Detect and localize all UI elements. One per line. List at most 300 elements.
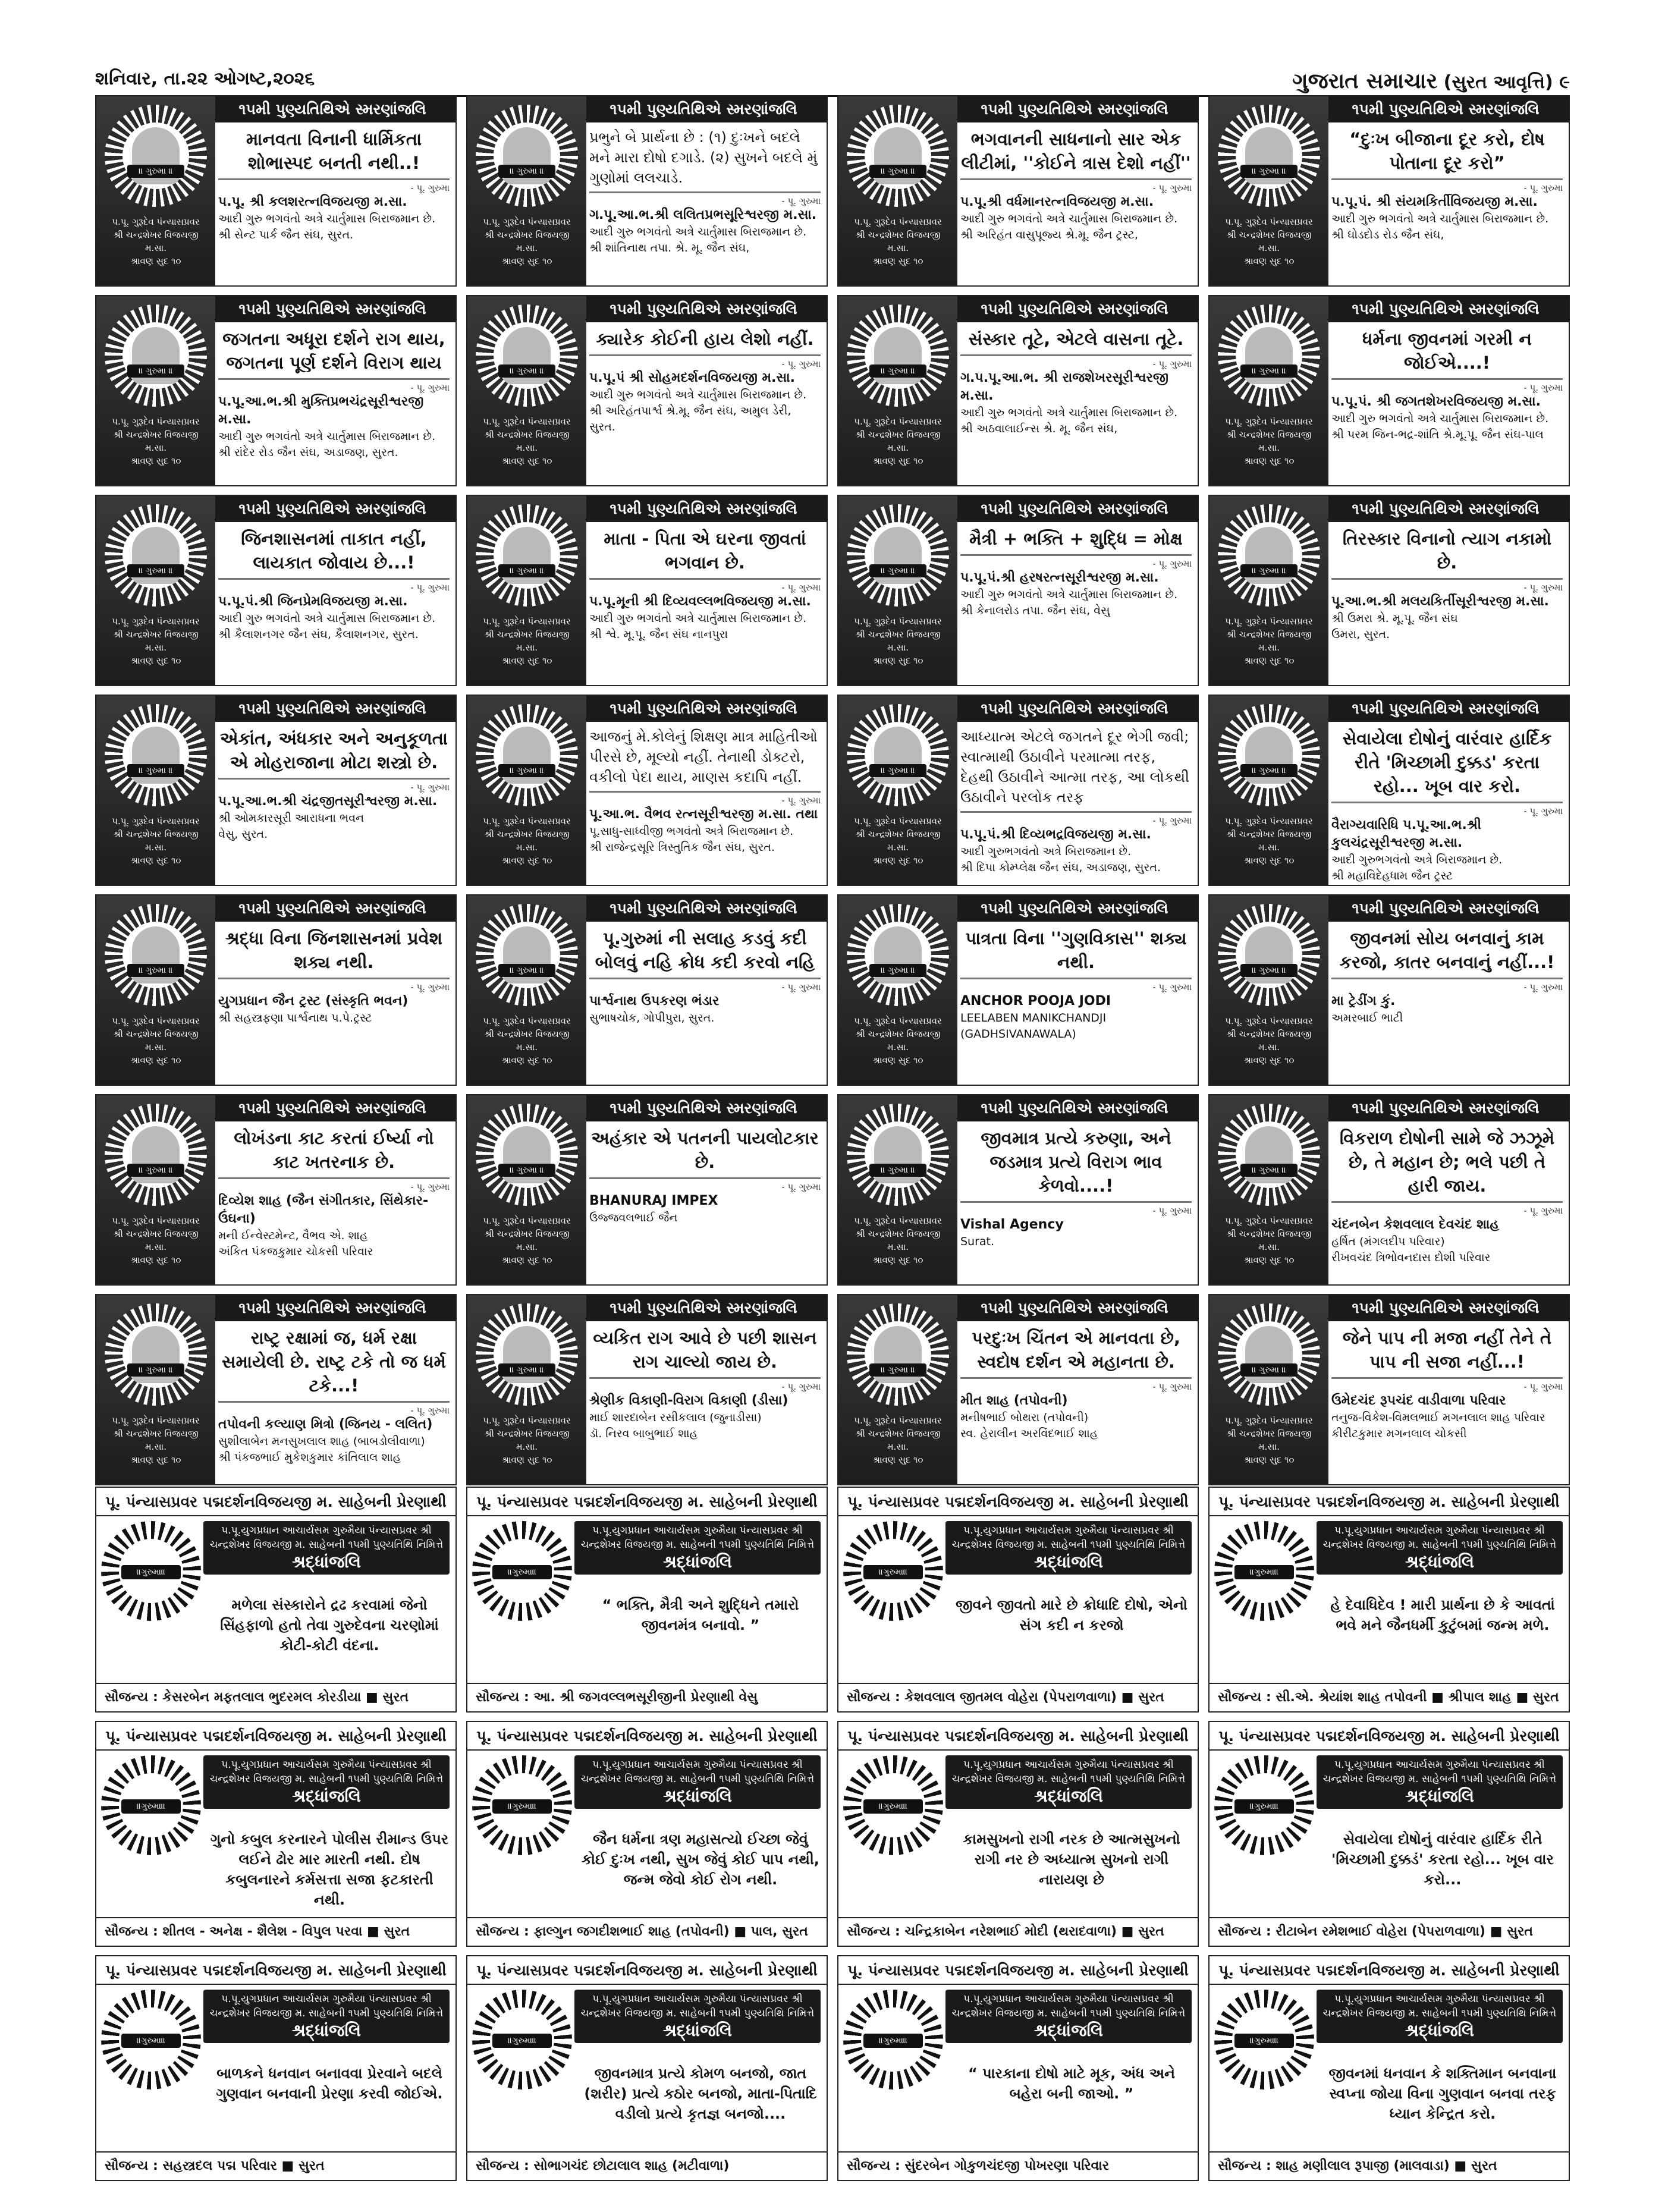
ad-body (960, 1126, 1192, 1278)
emblem-caption-line: શ્રી ચન્દ્રશેખર વિજયજી (113, 1228, 199, 1239)
emblem-caption-line: પ.પૂ. ગુરૂદેવ પંન્યાસપ્રવર (854, 1016, 942, 1026)
emblem-caption-line: મ.સા. (145, 842, 166, 853)
emblem-caption (101, 215, 211, 268)
ad-sponsor-line: પ.પૂ.શ્રી વર્ધમાનરત્નવિજયજી મ.સા. (960, 194, 1154, 209)
guru-emblem (467, 696, 586, 886)
ad-sponsor-line: શ્રી પંકજભાઈ મુકેશકુમાર કાંતિલાલ શાહ (218, 1451, 401, 1464)
ad-quote: પૂ.ગુરુમાં ની સલાહ કડવું કદી બોલવું નહિ ક્રોધ કદી કરવો નહિ (589, 926, 821, 979)
emblem-caption-line: શ્રી ચન્દ્રશેખર વિજયજી (855, 230, 941, 240)
emblem-caption (472, 1214, 582, 1267)
emblem-caption-line: શ્રાવણ સુદ ૧૦ (501, 256, 552, 266)
quote-attribution: - પૂ. ગુરુમા (781, 1381, 821, 1392)
ad-subheading-text: પ.પૂ.યુગપ્રધાન આચાર્યસમ ગુરુમૈયા પંન્યાસપ્રવર શ્રી ચન્દ્રશેખર વિજયજી મ. સાહેબની ૧૫મી પુણ્યતિથિ નિમિત્તે (951, 1993, 1186, 2019)
emblem-caption-line: પ.પૂ. ગુરૂદેવ પંન્યાસપ્રવર (854, 616, 942, 627)
emblem-caption-line: પ.પૂ. ગુરૂદેવ પંન્યાસપ્રવર (483, 1415, 571, 1426)
tribute-ad (466, 495, 828, 686)
ad-band-title: ૧૫મી પુણ્યતિથિએ સ્મરણાંજલિ (580, 696, 827, 722)
ad-heading: પૂ. પંન્યાસપ્રવર પદ્મદર્શનવિજયજી મ. સાહેબની પ્રેરણાથી (838, 1956, 1198, 1985)
emblem-caption-line: શ્રી ચન્દ્રશેખર વિજયજી (113, 230, 199, 240)
emblem-caption-line: શ્રાવણ સુદ ૧૦ (501, 655, 552, 666)
ad-body (960, 926, 1192, 1079)
quote-attribution: - પૂ. ગુરુમા (1523, 1205, 1563, 1216)
emblem-tag: ॥ ગુરુમા ॥ (869, 1164, 926, 1177)
tribute-ad (466, 695, 828, 886)
guru-emblem (467, 96, 586, 287)
tribute-ad (1208, 95, 1570, 287)
ad-body (218, 727, 450, 879)
ad-band-title: ૧૫મી પુણ્યતિથિએ સ્મરણાંજલિ (951, 1095, 1198, 1121)
emblem-caption (843, 815, 953, 867)
ad-sponsor-line: BHANURAJ IMPEX (589, 1193, 718, 1208)
emblem-tag: ॥ગુરુમા॥ (121, 2034, 181, 2048)
ad-heading: પૂ. પંન્યાસપ્રવર પદ્મદર્શનવિજયજી મ. સાહેબની પ્રેરણાથી (467, 1488, 827, 1516)
ad-subheading (1317, 1990, 1563, 2043)
emblem-caption-line: શ્રી ચન્દ્રશેખર વિજયજી (113, 829, 199, 840)
ad-sponsor-line: આદી ગુરુ ભગવંતો અત્રે ચાર્તુમાસ બિરાજમાન છે. (960, 406, 1178, 419)
ad-quote: માનવતા વિનાની ધાર્મિકતા શોભાસ્પદ બનતી નથી..! (218, 127, 450, 180)
quote-attribution: - પૂ. ગુરુમા (410, 582, 450, 593)
tribute-ad (1208, 495, 1570, 686)
emblem-caption-line: પ.પૂ. ગુરૂદેવ પંન્યાસપ્રવર (112, 416, 200, 427)
emblem-tag: ॥ ગુરુમા ॥ (498, 365, 555, 378)
emblem-caption (843, 615, 953, 667)
ad-title: શ્રદ્ધાંજલિ (1033, 1552, 1104, 1572)
ad-heading: પૂ. પંન્યાસપ્રવર પદ્મદર્શનવિજયજી મ. સાહેબની પ્રેરણાથી (467, 1722, 827, 1751)
ad-quote: મૈત્રી + ભક્તિ + શુદ્ધિ = મોક્ષ (960, 527, 1192, 556)
emblem-caption-line: પ.પૂ. ગુરૂદેવ પંન્યાસપ્રવર (1225, 1016, 1313, 1026)
ad-title: શ્રદ્ધાંજલિ (662, 2021, 733, 2040)
ad-band-title: ૧૫મી પુણ્યતિથિએ સ્મરણાંજલિ (209, 1095, 455, 1121)
emblem-caption (1214, 1014, 1324, 1067)
ad-body (218, 926, 450, 1079)
ad-title: શ્રદ્ધાંજલિ (1405, 1552, 1475, 1572)
emblem-caption-line: શ્રી ચન્દ્રશેખર વિજયજી (1226, 829, 1312, 840)
quote-attribution: - પૂ. ગુરુમા (781, 196, 821, 206)
emblem-caption (472, 215, 582, 268)
ad-subheading (945, 1521, 1192, 1575)
ad-subheading (203, 1990, 450, 2043)
ad-sponsor-line: આદી ગુરુભગવંતો અત્રે બિરાજમાન છે. (960, 845, 1132, 858)
ad-heading: પૂ. પંન્યાસપ્રવર પદ્મદર્શનવિજયજી મ. સાહેબની પ્રેરણાથી (1210, 1722, 1569, 1751)
ad-sponsor-line: પ.પૂ.પં. શ્રી સંયમકિર્તીવિજયજી મ.સા. (1331, 194, 1538, 209)
emblem-tag: ॥ ગુરુમા ॥ (869, 365, 926, 378)
ad-courtesy: સૌજન્ય : શીતલ - અનેક્ષ - શૈલેશ - વિપુલ પરવા ■ સુરત (96, 1917, 455, 1946)
ad-sponsor-line: વેસુ, સુરત. (218, 828, 268, 841)
tribute-ad (95, 495, 457, 686)
ad-body (1331, 527, 1563, 679)
emblem-tag: ॥ ગુરુમા ॥ (498, 964, 555, 977)
emblem-tag: ॥ગુરુમા॥ (492, 1799, 552, 1814)
emblem-tag: ॥ગુરુમા॥ (492, 2034, 552, 2048)
ad-subheading (574, 1990, 821, 2043)
quote-attribution: - પૂ. ગુરુમા (1152, 359, 1192, 369)
ad-subheading (203, 1521, 450, 1575)
shraddhanjali-ad-grid (95, 1487, 1570, 2181)
ad-subheading-text: પ.પૂ.યુગપ્રધાન આચાર્યસમ ગુરુમૈયા પંન્યાસપ્રવર શ્રી ચન્દ્રશેખર વિજયજી મ. સાહેબની ૧૫મી પુણ્યતિથિ નિમિત્તે (209, 1759, 444, 1785)
ad-sponsor-line: ઉમરા, સુરત. (1331, 628, 1390, 641)
ad-sponsor-line: શ્રી કૈલાશનગર જૈન સંઘ, કૈલાશનગર, સુરત. (218, 628, 419, 641)
ad-band-title: ૧૫મી પુણ્યતિથિએ સ્મરણાંજલિ (1322, 896, 1569, 922)
emblem-caption-line: મ.સા. (516, 243, 538, 253)
emblem-caption-line: મ.સા. (145, 1242, 166, 1252)
ad-subheading-text: પ.પૂ.યુગપ્રધાન આચાર્યસમ ગુરુમૈયા પંન્યાસપ્રવર શ્રી ચન્દ્રશેખર વિજયજી મ. સાહેબની ૧૫મી પુણ્યતિથિ નિમિત્તે (1322, 1759, 1557, 1785)
emblem-caption (472, 1414, 582, 1466)
emblem-caption-line: પ.પૂ. ગુરૂદેવ પંન્યાસપ્રવર (854, 416, 942, 427)
ad-courtesy: સૌજન્ય : કેશવલાલ જીતમલ વોહેરા (પેપરાળવાળા) ■ સુરત (838, 1683, 1198, 1711)
sunburst-icon (101, 1755, 201, 1855)
ad-sponsor-line: અંકિત પંકજકુમાર ચોકસી પરિવાર (218, 1245, 373, 1258)
ad-quote: વિકરાળ દોષોની સામે જે ઝઝૂમે છે, તે મહાન છે; ભલે પછી તે હારી જાય. (1331, 1126, 1563, 1203)
ad-sponsor-line: માઈ શારદાબેન રસીકલાલ (જુનાડીસા) (589, 1411, 762, 1424)
emblem-caption-line: શ્રાવણ સુદ ૧૦ (872, 455, 923, 466)
ad-body (218, 527, 450, 679)
ad-band-title: ૧૫મી પુણ્યતિથિએ સ્મરણાંજલિ (580, 496, 827, 522)
ad-title: શ્રદ્ધાંજલિ (1405, 2021, 1475, 2040)
ad-courtesy: સૌજન્ય : સહસ્ત્રદલ પદ્મ પરિવાર ■ સુરત (96, 2151, 455, 2180)
ad-sponsor-line: રીખવચંદ ત્રિભોવનદાસ દોશી પરિવાર (1331, 1251, 1491, 1264)
ad-body (960, 127, 1192, 279)
guru-emblem (838, 496, 957, 686)
tribute-ad (1208, 894, 1570, 1086)
emblem-caption-line: શ્રાવણ સુદ ૧૦ (501, 1454, 552, 1465)
ad-body (1331, 926, 1563, 1079)
ad-sponsor-line: પ.પૂ.મૂની શ્રી દિવ્યવલ્લભવિજયજી મ.સા. (589, 594, 811, 609)
ad-title: શ્રદ્ધાંજલિ (291, 2021, 362, 2040)
emblem-caption-line: મ.સા. (145, 442, 166, 453)
ad-sponsor-line: ઉમેદચંદ રૂપચંદ વાડીવાળા પરિવાર (1331, 1393, 1506, 1408)
ad-sponsor-line: મા ટ્રેડીંગ કું. (1331, 994, 1396, 1008)
emblem-tag: ॥ ગુરુમા ॥ (498, 1363, 555, 1377)
sunburst-icon (101, 1521, 201, 1621)
emblem-caption-line: મ.સા. (1258, 1242, 1280, 1252)
ad-body (589, 727, 821, 879)
emblem-caption-line: પ.પૂ. ગુરૂદેવ પંન્યાસપ્રવર (112, 1215, 200, 1226)
ad-message: બાળકને ધનવાન બનાવવા પ્રેરવાને બદલે ગુણવાન બનવાની પ્રેરણા કરવી જોઈએ. (216, 2065, 443, 2102)
ad-sponsor-line: શ્રી રાજેન્દ્રસૂરિ ત્રિસ્તુતિક જૈન સંઘ, સુરત. (589, 841, 775, 854)
ad-sponsor-line: આદી ગુરુ ભગવંતો અત્રે ચાર્તુમાસ બિરાજમાન છે. (218, 612, 436, 625)
ad-band-title: ૧૫મી પુણ્યતિથિએ સ્મરણાંજલિ (1322, 96, 1569, 122)
ad-band-title: ૧૫મી પુણ્યતિથિએ સ્મરણાંજલિ (951, 96, 1198, 122)
ad-sponsor-line: દિવ્યેશ શાહ (જૈન સંગીતકાર, સિંથેકાર-ઉંઘના) (218, 1193, 429, 1226)
ad-courtesy: સૌજન્ય : સોભાગચંદ છોટાલાલ શાહ (મટીવાળા) (467, 2151, 827, 2180)
ad-heading: પૂ. પંન્યાસપ્રવર પદ્મદર્શનવિજયજી મ. સાહેબની પ્રેરણાથી (838, 1722, 1198, 1751)
ad-courtesy: સૌજન્ય : શાહ મણીલાલ રૂપાજી (માલવાડા) ■ સુરત (1210, 2151, 1569, 2180)
ad-sponsor-line: શ્રી શાંતિનાથ તપા. શ્રે. મૂ. જૈન સંઘ, (589, 241, 750, 254)
ad-band-title: ૧૫મી પુણ્યતિથિએ સ્મરણાંજલિ (1322, 696, 1569, 722)
emblem-caption-line: મ.સા. (516, 842, 538, 853)
ad-subheading (203, 1755, 450, 1809)
ad-band-title: ૧૫મી પુણ્યતિથિએ સ્મરણાંજલિ (951, 896, 1198, 922)
guru-emblem (96, 296, 215, 486)
ad-body (589, 1126, 821, 1278)
ad-sponsor-line: વૈરાગ્યવારિધિ પ.પૂ.આ.ભ.શ્રી કુલચંદ્રસૂરીશ્વરજી મ.સા. (1331, 818, 1482, 850)
emblem-caption-line: શ્રી ચન્દ્રશેખર વિજયજી (855, 429, 941, 440)
guru-emblem (96, 1295, 215, 1485)
ad-title: શ્રદ્ધાંજલિ (662, 1552, 733, 1572)
shraddhanjali-ad (837, 1955, 1199, 2181)
emblem-caption-line: શ્રાવણ સુદ ૧૦ (501, 455, 552, 466)
sunburst-icon (472, 1521, 572, 1621)
emblem-caption (1214, 1414, 1324, 1466)
emblem-caption-line: શ્રી ચન્દ્રશેખર વિજયજી (113, 629, 199, 640)
ad-quote: જિનશાસનમાં તાકાત નહીં, લાયકાત જોવાય છે...! (218, 527, 450, 580)
paper-edition: (સુરત આવૃત્તિ) (1443, 72, 1553, 93)
ad-sponsor-line: હર્ષિત (મંગલદીપ પરિવાર) (1331, 1235, 1445, 1248)
emblem-tag: ॥ ગુરુમા ॥ (1240, 564, 1298, 577)
guru-emblem (1210, 96, 1328, 287)
emblem-tag: ॥ગુરુમા॥ (1234, 2034, 1294, 2048)
emblem-caption-line: શ્રી ચન્દ્રશેખર વિજયજી (855, 1029, 941, 1039)
emblem-caption-line: પ.પૂ. ગુરૂદેવ પંન્યાસપ્રવર (1225, 216, 1313, 227)
emblem-caption (101, 1214, 211, 1267)
emblem-caption-line: મ.સા. (145, 243, 166, 253)
emblem-caption-line: શ્રી ચન્દ્રશેખર વિજયજી (484, 829, 570, 840)
quote-attribution: - પૂ. ગુરુમા (781, 1182, 821, 1192)
emblem-caption-line: શ્રાવણ સુદ ૧૦ (130, 256, 181, 266)
ad-sponsor-line: તપોવની કલ્યાણ મિત્રો (જિનય - લલિત) (218, 1417, 433, 1432)
ad-band-title: ૧૫મી પુણ્યતિથિએ સ્મરણાંજલિ (580, 1295, 827, 1321)
guru-emblem (1210, 1295, 1328, 1485)
ad-courtesy: સૌજન્ય : આ. શ્રી જગવલ્લભસૂરીજીની પ્રેરણાથી વેસુ (467, 1683, 827, 1711)
ad-body (1331, 1126, 1563, 1278)
emblem-caption-line: મ.સા. (145, 642, 166, 653)
emblem-caption-line: મ.સા. (145, 1042, 166, 1052)
emblem-caption (843, 1214, 953, 1267)
tribute-ad (837, 894, 1199, 1086)
ad-subheading-text: પ.પૂ.યુગપ્રધાન આચાર્યસમ ગુરુમૈયા પંન્યાસપ્રવર શ્રી ચન્દ્રશેખર વિજયજી મ. સાહેબની ૧૫મી પુણ્યતિથિ નિમિત્તે (580, 1759, 815, 1785)
ad-band-title: ૧૫મી પુણ્યતિથિએ સ્મરણાંજલિ (1322, 1095, 1569, 1121)
emblem-caption (1214, 815, 1324, 867)
issue-date: શનિવાર, તા.૨૨ ઓગષ્ટ,૨૦૨૬ (95, 68, 315, 89)
ad-band-title: ૧૫મી પુણ્યતિથિએ સ્મરણાંજલિ (209, 496, 455, 522)
emblem-caption-line: શ્રાવણ સુદ ૧૦ (872, 256, 923, 266)
ad-quote: લોખંડના કાટ કરતાં ઈર્ષ્યા નો કાટ ખતરનાક છે. (218, 1126, 450, 1179)
ad-sponsor-line: આદી ગુરુ ભગવંતો અત્રે ચાર્તુમાસ બિરાજમાન છે. (960, 212, 1178, 225)
guru-emblem (838, 896, 957, 1086)
shraddhanjali-ad (95, 1955, 457, 2181)
ad-message: જીવનમાં ધનવાન કે શક્તિમાન બનવાના સ્વપ્ના જોયા વિના ગુણવાન બનવા તરફ ધ્યાન કેન્દ્રિત કરો. (1328, 2065, 1557, 2122)
ad-band-title: ૧૫મી પુણ્યતિથિએ સ્મરણાંજલિ (580, 296, 827, 322)
quote-attribution: - પૂ. ગુરુમા (1523, 382, 1563, 393)
tribute-ad (95, 695, 457, 886)
ad-sponsor-line: પ.પૂ.આ.ભ.શ્રી મુક્તિપ્રભચંદ્રસૂરીશ્વરજી મ.સા. (218, 394, 424, 427)
emblem-caption-line: મ.સા. (1258, 642, 1280, 653)
emblem-caption-line: મ.સા. (516, 442, 538, 453)
ad-sponsor-line: પ.પૂ.પં.શ્રી હરષરત્નસૂરીશ્વરજી મ.સા. (960, 570, 1159, 585)
ad-quote: ભગવાનની સાધનાનો સાર એક લીટીમાં, ''કોઈને ત્રાસ દેશો નહીં'' (960, 127, 1192, 180)
ad-courtesy: સૌજન્ય : રીટાબેન રમેશભાઈ વોહેરા (પેપરાળવાળા) ■ સુરત (1210, 1917, 1569, 1946)
quote-attribution: - પૂ. ગુરુમા (1152, 1205, 1192, 1216)
ad-sponsor-line: શ્રી સેન્ટ પાર્ક જૈન સંઘ, સુરત. (218, 228, 354, 241)
ad-body (218, 127, 450, 279)
ad-quote: ક્યારેક કોઈની હાય લેશો નહીં. (589, 327, 821, 356)
emblem-caption-line: મ.સા. (516, 1042, 538, 1052)
sunburst-icon (843, 1990, 943, 2090)
emblem-caption (101, 1414, 211, 1466)
shraddhanjali-ad (1208, 1955, 1570, 2181)
ad-heading: પૂ. પંન્યાસપ્રવર પદ્મદર્શનવિજયજી મ. સાહેબની પ્રેરણાથી (838, 1488, 1198, 1516)
emblem-tag: ॥ ગુરુમા ॥ (127, 1363, 184, 1377)
emblem-tag: ॥ ગુરુમા ॥ (869, 165, 926, 178)
emblem-caption-line: પ.પૂ. ગુરૂદેવ પંન્યાસપ્રવર (1225, 816, 1313, 827)
quote-attribution: - પૂ. ગુરુમા (1523, 183, 1563, 193)
ad-heading: પૂ. પંન્યાસપ્રવર પદ્મદર્શનવિજયજી મ. સાહેબની પ્રેરણાથી (96, 1722, 455, 1751)
tribute-ad (95, 295, 457, 486)
quote-attribution: - પૂ. ગુરુમા (1152, 558, 1192, 569)
ad-sponsor-line: શ્રી ઓમકારસૂરી આરાધના ભવન (218, 812, 365, 825)
emblem-caption-line: મ.સા. (516, 1242, 538, 1252)
ad-sponsor-line: મની ઈન્વેસ્ટમેન્ટ, વૈભવ એ. શાહ (218, 1229, 368, 1242)
guru-emblem (96, 96, 215, 287)
ad-sponsor-line: શ્રી દિપા કોમ્પ્લેક્ષ જૈન સંઘ, અડાજણ, સુરત. (960, 861, 1161, 874)
ad-subheading-text: પ.પૂ.યુગપ્રધાન આચાર્યસમ ગુરુમૈયા પંન્યાસપ્રવર શ્રી ચન્દ્રશેખર વિજયજી મ. સાહેબની ૧૫મી પુણ્યતિથિ નિમિત્તે (1322, 1993, 1557, 2019)
ad-message: કામસુખનો રાગી નરક છે આત્મસુખનો રાગી નર છે અધ્યાત્મ સુખનો રાગી નારાયણ છે (963, 1831, 1180, 1888)
ad-band-title: ૧૫મી પુણ્યતિથિએ સ્મરણાંજલિ (209, 896, 455, 922)
tribute-ad (466, 1294, 828, 1485)
quote-attribution: - પૂ. ગુરુમા (781, 982, 821, 992)
ad-message: ગુનો કબુલ કરનારને પોલીસ રીમાન્ડ ઉપર લઈને ઢોર માર મારતી નથી. દોષ કબુલનારને કર્મસત્તા સજા ફટકારતી નથી. (210, 1831, 449, 1908)
ad-subheading-text: પ.પૂ.યુગપ્રધાન આચાર્યસમ ગુરુમૈયા પંન્યાસપ્રવર શ્રી ચન્દ્રશેખર વિજયજી મ. સાહેબની ૧૫મી પુણ્યતિથિ નિમિત્તે (951, 1759, 1186, 1785)
emblem-caption-line: શ્રાવણ સુદ ૧૦ (130, 1454, 181, 1465)
ad-body (1331, 727, 1563, 882)
guru-emblem (1210, 1095, 1328, 1286)
guru-emblem (467, 896, 586, 1086)
ad-sponsor-line: આદી ગુરુ ભગવંતો અત્રે ચાર્તુમાસ બિરાજમાન છે. (218, 212, 436, 225)
emblem-caption (472, 1014, 582, 1067)
emblem-caption (472, 615, 582, 667)
sunburst-icon (101, 1990, 201, 2090)
ad-quote: પ્રભુને બે પ્રાર્થના છે : (૧) દુઃખને બદલે મને મારા દોષો દગાડે. (૨) સુખને બદલે મું ગુણોમાં લલચાડે. (589, 127, 821, 193)
ad-body (589, 1326, 821, 1478)
ad-quote: પરદુઃખ ચિંતન એ માનવતા છે, સ્વદોષ દર્શન એ મહાનતા છે. (960, 1326, 1192, 1379)
emblem-caption-line: શ્રી ચન્દ્રશેખર વિજયજી (113, 429, 199, 440)
ad-quote: રાષ્ટ્ર રક્ષામાં જ, ધર્મ રક્ષા સમાયેલી છે. રાષ્ટ્ર ટકે તો જ ધર્મ ટકે...! (218, 1326, 450, 1403)
ad-sponsor-line: સુશીલાબેન મનસુખલાલ શાહ (બાબડોલીવાળા) (218, 1435, 425, 1448)
guru-emblem (838, 1095, 957, 1286)
emblem-tag: ॥ ગુરુમા ॥ (1240, 964, 1298, 977)
ad-sponsor-line: પ.પૂ. શ્રી કલશરત્નવિજયજી મ.સા. (218, 194, 407, 209)
emblem-caption-line: શ્રી ચન્દ્રશેખર વિજયજી (855, 629, 941, 640)
guru-emblem (96, 696, 215, 886)
quote-attribution: - પૂ. ગુરુમા (781, 795, 821, 806)
emblem-caption-line: મ.સા. (1258, 842, 1280, 853)
guru-emblem (96, 496, 215, 686)
ad-sponsor-line: પ.પૂ.પં.શ્રી દિવ્યભદ્રવિજયજી મ.સા. (960, 827, 1151, 842)
ad-title: શ્રદ્ધાંજલિ (1405, 1786, 1475, 1806)
guru-emblem (838, 696, 957, 886)
sunburst-icon (1214, 1990, 1314, 2090)
emblem-tag: ॥ ગુરુમા ॥ (1240, 1363, 1298, 1377)
emblem-caption-line: શ્રાવણ સુદ ૧૦ (130, 1055, 181, 1066)
ad-quote: આધ્યાત્મ એટલે જગતને દૂર ભેગી જવી; સ્વાત્માથી ઉઠાવીને પરમાત્મા તરફ, દેહથી ઉઠાવીને આત્મા તરફ, આ લોકથી ઉઠાવીને પરલોક તરફ (960, 727, 1192, 813)
ad-band-title: ૧૫મી પુણ્યતિથિએ સ્મરણાંજલિ (209, 296, 455, 322)
emblem-caption-line: પ.પૂ. ગુરૂદેવ પંન્યાસપ્રવર (112, 216, 200, 227)
emblem-caption-line: શ્રાવણ સુદ ૧૦ (872, 1454, 923, 1465)
ad-subheading (574, 1755, 821, 1809)
tribute-ad (466, 1094, 828, 1286)
emblem-tag: ॥ ગુરુમા ॥ (127, 964, 184, 977)
guru-emblem (838, 296, 957, 486)
emblem-caption-line: પ.પૂ. ગુરૂદેવ પંન્યાસપ્રવર (483, 216, 571, 227)
guru-emblem (1210, 896, 1328, 1086)
emblem-caption-line: પ.પૂ. ગુરૂદેવ પંન્યાસપ્રવર (1225, 616, 1313, 627)
ad-sponsor-line: (GADHSIVANAWALA) (960, 1028, 1076, 1041)
emblem-caption (1214, 215, 1324, 268)
ad-quote: જીવનમાં સોય બનવાનું કામ કરજો, કાતર બનવાનું નહીં...! (1331, 926, 1563, 979)
ad-sponsor-line: શ્રેણીક વિકાણી-વિરાગ વિકાણી (ડીસા) (589, 1393, 788, 1408)
tribute-ad (1208, 695, 1570, 886)
ad-body (1331, 127, 1563, 279)
tribute-ad (1208, 1294, 1570, 1485)
shraddhanjali-ad (95, 1487, 457, 1713)
ad-quote: ધર્મના જીવનમાં ગરમી ન જોઈએ....! (1331, 327, 1563, 380)
sunburst-icon (843, 1755, 943, 1855)
ad-band-title: ૧૫મી પુણ્યતિથિએ સ્મરણાંજલિ (580, 1095, 827, 1121)
ad-courtesy: સૌજન્ય : ફાલ્ગુન જગદીશભાઈ શાહ (તપોવની) ■ પાલ, સુરત (467, 1917, 827, 1946)
emblem-tag: ॥ ગુરુમા ॥ (127, 365, 184, 378)
ad-courtesy: સૌજન્ય : સી.એ. શ્રેયાંશ શાહ તપોવની ■ શ્રીપાલ શાહ ■ સુરત (1210, 1683, 1569, 1711)
emblem-caption-line: શ્રાવણ સુદ ૧૦ (501, 1055, 552, 1066)
ad-quote: આજનું મે.કોલેનું શિક્ષણ માત્ર માહિતીઓ પીરસે છે, મૂલ્યો નહીં. તેનાથી ડોક્ટરો, વકીલો પેદા થાય, માણસ કદાપિ નહીં. (589, 727, 821, 793)
ad-band-title: ૧૫મી પુણ્યતિથિએ સ્મરણાંજલિ (1322, 296, 1569, 322)
emblem-caption-line: શ્રી ચન્દ્રશેખર વિજયજી (1226, 1029, 1312, 1039)
emblem-caption-line: શ્રાવણ સુદ ૧૦ (872, 1055, 923, 1066)
emblem-tag: ॥ ગુરુમા ॥ (1240, 764, 1298, 777)
ad-sponsor-line: સુભાષચોક, ગોપીપુરા, સુરત. (589, 1011, 715, 1025)
ad-sponsor-line: Surat. (960, 1235, 995, 1248)
emblem-caption-line: પ.પૂ. ગુરૂદેવ પંન્યાસપ્રવર (854, 216, 942, 227)
shraddhanjali-ad (1208, 1487, 1570, 1713)
emblem-caption-line: શ્રી ચન્દ્રશેખર વિજયજી (1226, 1428, 1312, 1439)
quote-attribution: - પૂ. ગુરુમા (1523, 582, 1563, 593)
emblem-caption-line: શ્રાવણ સુદ ૧૦ (501, 855, 552, 866)
ad-quote: એકાંત, અંધકાર અને અનુકૂળતા એ મોહરાજાના મોટા શસ્ત્રો છે. (218, 727, 450, 780)
tribute-ad (837, 95, 1199, 287)
guru-emblem (467, 1095, 586, 1286)
ad-message: “ ભક્તિ, મૈત્રી અને શુદ્ધિને તમારો જીવનમંત્ર બનાવો. ” (602, 1597, 799, 1633)
emblem-tag: ॥ગુરુમા॥ (121, 1565, 181, 1579)
tribute-ad (837, 695, 1199, 886)
emblem-caption-line: મ.સા. (887, 442, 909, 453)
emblem-tag: ॥ ગુરુમા ॥ (127, 764, 184, 777)
emblem-caption-line: શ્રાવણ સુદ ૧૦ (1243, 855, 1295, 866)
shraddhanjali-ad (1208, 1721, 1570, 1947)
emblem-caption (101, 815, 211, 867)
emblem-caption-line: શ્રાવણ સુદ ૧૦ (130, 655, 181, 666)
ad-subheading-text: પ.પૂ.યુગપ્રધાન આચાર્યસમ ગુરુમૈયા પંન્યાસપ્રવર શ્રી ચન્દ્રશેખર વિજયજી મ. સાહેબની ૧૫મી પુણ્યતિથિ નિમિત્તે (951, 1525, 1186, 1551)
emblem-tag: ॥ ગુરુમા ॥ (127, 165, 184, 178)
emblem-caption-line: પ.પૂ. ગુરૂદેવ પંન્યાસપ્રવર (112, 616, 200, 627)
emblem-caption-line: શ્રાવણ સુદ ૧૦ (130, 1255, 181, 1265)
ad-subheading (945, 1990, 1192, 2043)
emblem-tag: ॥ ગુરુમા ॥ (1240, 1164, 1298, 1177)
emblem-caption (101, 1014, 211, 1067)
emblem-tag: ॥ગુરુમા॥ (1234, 1799, 1294, 1814)
ad-quote: જગતના અધૂરા દર્શને રાગ થાય, જગતના પૂર્ણ દર્શને વિરાગ થાય (218, 327, 450, 380)
ad-band-title: ૧૫મી પુણ્યતિથિએ સ્મરણાંજલિ (209, 1295, 455, 1321)
ad-message: “ પારકાના દોષો માટે મૂક, અંધ અને બહેરા બની જાઓ. ” (968, 2065, 1175, 2102)
sunburst-icon (1214, 1755, 1314, 1855)
emblem-tag: ॥ ગુરુમા ॥ (869, 1363, 926, 1377)
ad-message: હે દેવાધિદેવ ! મારી પ્રાર્થના છે કે આવતાં ભવે મને જૈનધર્મી કુટુંબમાં જન્મ મળે. (1330, 1597, 1555, 1633)
ad-sponsor-line: આદી ગુરુ ભગવંતો અત્રે ચાર્તુમાસ બિરાજમાન છે. (1331, 212, 1549, 225)
quote-attribution: - પૂ. ગુરુમા (1152, 815, 1192, 826)
shraddhanjali-ad (466, 1955, 828, 2181)
emblem-caption-line: મ.સા. (887, 1441, 909, 1452)
emblem-caption-line: મ.સા. (887, 1242, 909, 1252)
ad-sponsor-line: ANCHOR POOJA JODI (960, 994, 1111, 1008)
ad-body (218, 1126, 450, 1278)
